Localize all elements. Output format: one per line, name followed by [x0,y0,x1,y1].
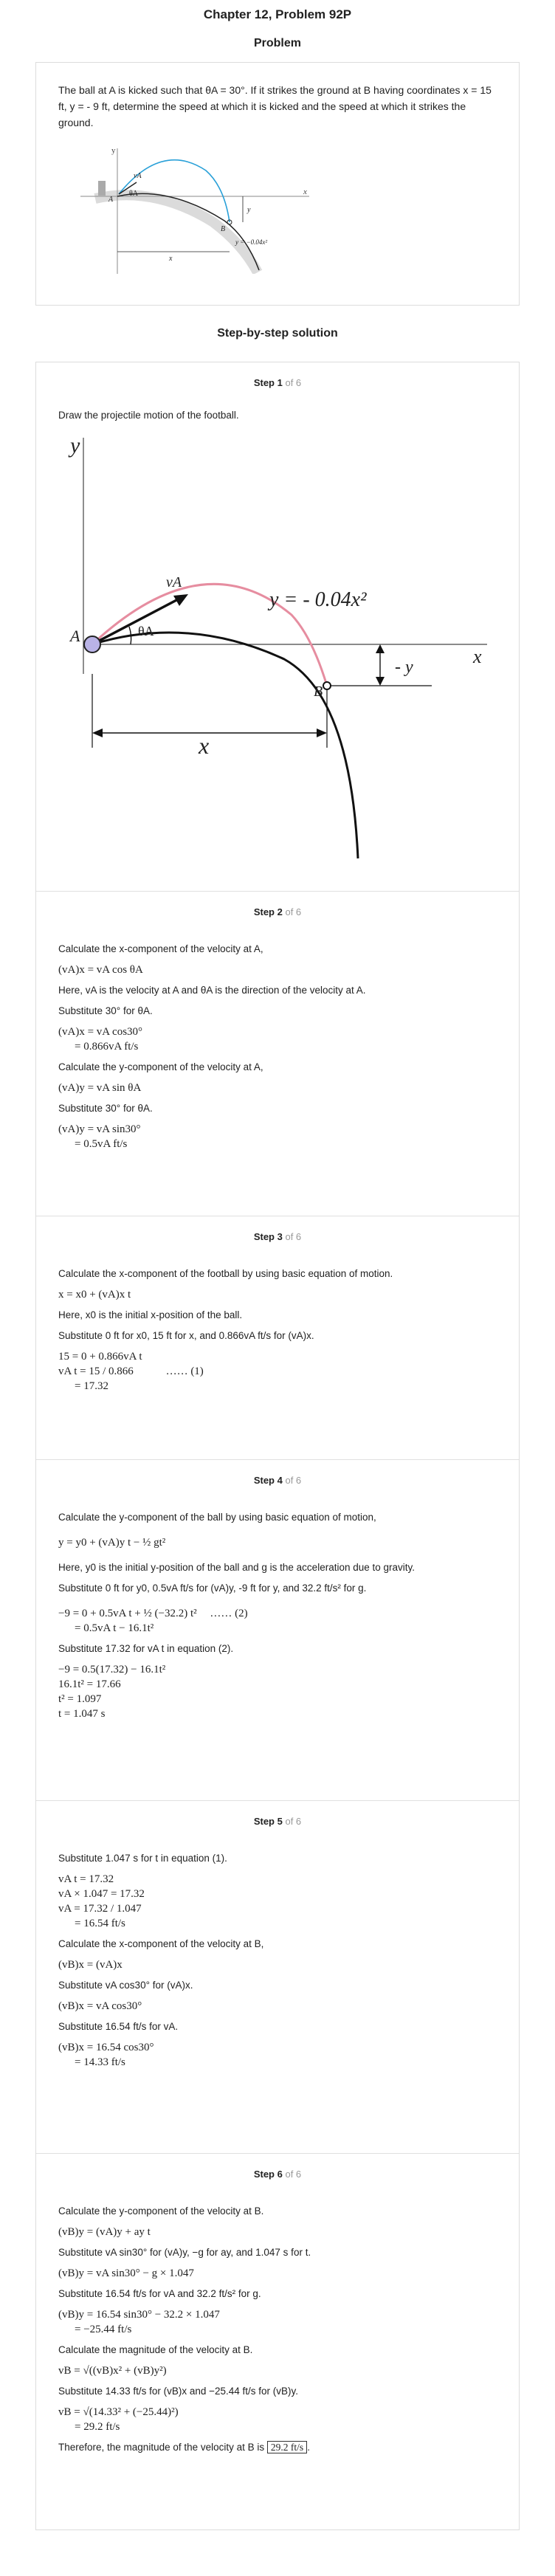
step-text: Calculate the magnitude of the velocity at B. [58,2344,253,2355]
equation: = 17.32 [75,1380,108,1392]
step-header [58,1460,497,1497]
equation: 16.1t² = 17.66 [58,1678,121,1690]
step-text: Calculate the x-component of the velocity at B, [58,1938,264,1949]
axis-x-label: x [473,646,482,667]
prob-minus-y-label: y [247,206,251,214]
step-text: Substitute 30° for θA. [58,1005,153,1016]
equation: = 29.2 ft/s [75,2421,120,2433]
step-text: Substitute 0 ft for y0, 0.5vA ft/s for (vA)y, -9 ft for y, and 32.2 ft/s² for g. [58,1583,367,1594]
minus-y-label: - y [395,658,413,677]
final-answer: 29.2 ft/s [267,2441,307,2453]
step-header [58,1216,497,1253]
equation: = 16.54 ft/s [75,1918,125,1929]
equation: vA × 1.047 = 17.32 [58,1888,145,1900]
step-text: Draw the projectile motion of the football. [58,410,239,421]
prob-eq-label: y = −0.04x² [235,238,268,246]
equation: (vB)y = (vA)y + ay t [58,2226,151,2238]
step-number: Step 2 [253,906,283,917]
step-of: of 6 [285,906,302,917]
step-header [58,2154,497,2191]
prob-x-dim-label: x [169,255,173,263]
step-of: of 6 [285,1475,302,1486]
theta-label: θA [138,624,154,638]
equation: (vB)x = vA cos30° [58,2000,142,2012]
ground-curve [92,633,358,858]
equation: x = x0 + (vA)x t [58,1289,131,1301]
page-title: Chapter 12, Problem 92P [203,7,352,21]
step-text: Here, y0 is the initial y-position of the ball and g is the acceleration due to gravity. [58,1562,416,1573]
problem-text: The ball at A is kicked such that θA = 30°. If it strikes the ground at B having coordinates x = 15 ft, y = - 9 ft, determine the speed at which it is kicked and the speed at which it strikes the ground. [58,84,492,128]
step-text: Calculate the y-component of the velocity at B. [58,2205,264,2217]
problem-figure [66,134,317,274]
step-of: of 6 [285,2169,302,2180]
step-3 [36,1216,519,1459]
step-text: Substitute 1.047 s for t in equation (1). [58,1853,227,1864]
equation: (vB)x = 16.54 cos30° [58,2042,154,2053]
equation: t² = 1.097 [58,1693,102,1705]
step-text: Substitute 16.54 ft/s for vA and 32.2 ft/s² for g. [58,2288,261,2299]
step-2 [36,891,519,1216]
step-of: of 6 [285,1231,302,1242]
step-text: Substitute 16.54 ft/s for vA. [58,2021,179,2032]
prob-A-label: A [108,196,114,204]
equation: = 14.33 ft/s [75,2056,125,2068]
equation: vA = 17.32 / 1.047 [58,1903,142,1915]
equation: (vA)x = vA cos30° [58,1026,143,1038]
final-answer-line: Therefore, the magnitude of the velocity at B is 29.2 ft/s . [58,2442,310,2453]
equation: = 0.5vA ft/s [75,1138,128,1150]
kicker-figure [98,181,106,196]
step-text: Therefore, the magnitude of the velocity at B is [58,2442,265,2453]
step-number: Step 6 [253,2169,283,2180]
equation [58,1606,497,1621]
equation: (vB)y = vA sin30° − g × 1.047 [58,2267,194,2279]
step-text: Here, x0 is the initial x-position of the ball. [58,1309,243,1320]
equation: = −25.44 ft/s [75,2324,132,2335]
step-1 [36,362,519,891]
equation-ref: …… (2) [210,1608,248,1619]
A-label: A [70,627,80,645]
prob-vA-label: vA [134,172,142,180]
solution-card [35,362,520,2530]
equation: vB = √((vB)x² + (vB)y²) [58,2365,167,2377]
step-6 [36,2153,519,2529]
step-text: Substitute 30° for θA. [58,1103,153,1114]
step-text: Calculate the y-component of the ball by using basic equation of motion, [58,1512,376,1523]
B-label: B [314,683,323,700]
equation: (vA)y = vA sin30° [58,1123,141,1135]
equation: vA t = 17.32 [58,1873,114,1885]
equation: y = y0 + (vA)y t − ½ gt² [58,1537,166,1549]
step-header [58,362,497,399]
step-header [58,1801,497,1838]
equation: (vA)y = vA sin θA [58,1082,142,1094]
problem-heading: Problem [253,37,301,49]
step-4 [36,1459,519,1800]
equation-part: vA t = 15 / 0.866 [58,1366,134,1377]
step-text: Calculate the y-component of the velocity at A, [58,1061,263,1072]
prob-theta-label: θA [129,190,139,198]
trajectory-diagram [48,423,491,881]
equation: = 0.5vA t − 16.1t² [75,1622,154,1634]
solution-heading: Step-by-step solution [217,327,338,340]
curve-equation: y = - 0.04x² [269,588,367,611]
point-A [84,636,100,652]
step-text: Substitute vA sin30° for (vA)y, −g for ay, and 1.047 s for t. [58,2247,311,2258]
step-number: Step 4 [253,1475,283,1486]
step-5 [36,1800,519,2153]
step-number: Step 1 [253,377,283,388]
problem-card [35,62,520,306]
step-of: of 6 [285,377,302,388]
axis-y-label: y [70,433,80,458]
step-number: Step 5 [253,1816,283,1827]
equation: (vB)x = (vA)x [58,1959,123,1971]
step-text: Substitute vA cos30° for (vA)x. [58,1980,193,1991]
step-text: Calculate the x-component of the football by using basic equation of motion. [58,1268,393,1279]
step-number: Step 3 [253,1231,283,1242]
step-of: of 6 [285,1816,302,1827]
equation: −9 = 0.5(17.32) − 16.1t² [58,1664,166,1676]
prob-B-label: B [221,225,226,233]
vA-label: vA [166,574,182,590]
point-B [323,682,331,689]
equation-ref: …… (1) [165,1366,204,1377]
equation: (vA)x = vA cos θA [58,964,143,976]
equation: vB = √(14.33² + (−25.44)²) [58,2406,179,2418]
step-text: Here, vA is the velocity at A and θA is the direction of the velocity at A. [58,985,366,996]
equation [58,1364,497,1379]
step-header [58,892,497,929]
equation: (vB)y = 16.54 sin30° − 32.2 × 1.047 [58,2309,220,2321]
equation: 15 = 0 + 0.866vA t [58,1351,142,1363]
prob-x-label: x [303,187,307,196]
equation-part: −9 = 0 + 0.5vA t + ½ (−32.2) t² [58,1608,197,1619]
prob-y-label: y [111,146,116,155]
step-text: Substitute 0 ft for x0, 15 ft for x, and 0.866vA ft/s for (vA)x. [58,1330,314,1341]
step-text: Substitute 17.32 for vA t in equation (2). [58,1643,234,1654]
equation: t = 1.047 s [58,1708,106,1720]
step-text: Calculate the x-component of the velocity at A, [58,943,263,954]
step-text: Substitute 14.33 ft/s for (vB)x and −25.44 ft/s for (vB)y. [58,2386,299,2397]
equation: = 0.866vA ft/s [75,1041,139,1053]
x-dim-label: x [199,732,210,759]
